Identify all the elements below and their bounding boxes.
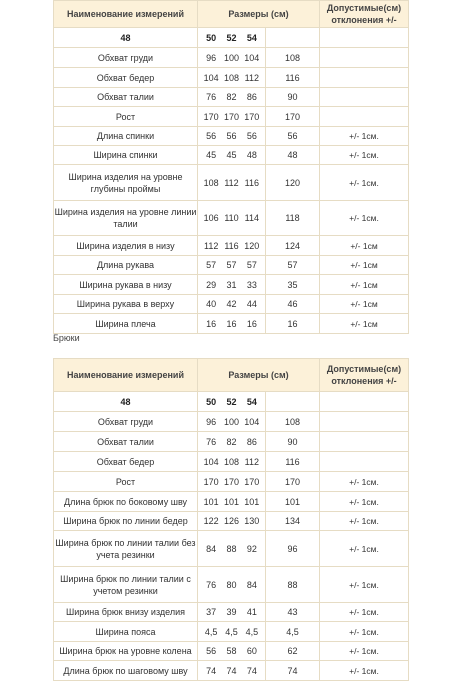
size-values bbox=[198, 256, 266, 275]
size-value: 74 bbox=[206, 665, 217, 676]
table-row bbox=[54, 201, 409, 236]
measurement-name: Ширина брюк на уровне колена bbox=[54, 642, 198, 661]
size-values bbox=[198, 107, 266, 127]
extra-size-value: 134 bbox=[266, 512, 320, 531]
size-values bbox=[198, 275, 266, 295]
measurement-name: Ширина рукава в верху bbox=[54, 295, 198, 314]
size-value: 92 bbox=[246, 543, 257, 554]
size-values bbox=[198, 48, 266, 68]
size-value: 170 bbox=[223, 111, 239, 122]
measurement-name: Ширина брюк по линии бедер bbox=[54, 512, 198, 531]
size-values bbox=[198, 531, 266, 567]
size-value: 108 bbox=[223, 456, 239, 467]
size-values bbox=[198, 661, 266, 681]
extra-size-value: 48 bbox=[266, 146, 320, 165]
size-values bbox=[198, 432, 266, 452]
size-value: 116 bbox=[244, 177, 259, 188]
size-value: 4,5 bbox=[204, 626, 218, 637]
table-row bbox=[54, 48, 409, 68]
size-value: 104 bbox=[244, 416, 260, 427]
size-value: 4,5 bbox=[225, 626, 238, 637]
size-value: 122 bbox=[203, 516, 219, 526]
size-value: 130 bbox=[244, 516, 260, 526]
extra-size-value: 116 bbox=[266, 452, 320, 472]
deviation-value: +/- 1см. bbox=[320, 622, 409, 642]
size-values bbox=[198, 68, 266, 88]
size-value: 86 bbox=[246, 92, 257, 102]
size-value: 39 bbox=[226, 607, 237, 617]
size-value: 48 bbox=[246, 150, 257, 160]
size-value: 37 bbox=[206, 607, 217, 617]
size-values bbox=[198, 165, 266, 201]
size-values bbox=[198, 146, 266, 165]
deviation-value bbox=[320, 88, 409, 107]
extra-size-value: 124 bbox=[266, 236, 320, 256]
trousers-caption: Брюки bbox=[53, 333, 80, 343]
deviation-value bbox=[320, 28, 409, 48]
measurement-name: Обхват талии bbox=[54, 88, 198, 107]
size-values bbox=[198, 622, 266, 642]
size-value: 76 bbox=[206, 579, 217, 590]
deviation-value: +/- 1см. bbox=[320, 512, 409, 531]
measurement-name: Ширина пояса bbox=[54, 622, 198, 642]
measurement-name: Обхват талии bbox=[54, 432, 198, 452]
extra-size-value: 90 bbox=[266, 432, 320, 452]
deviation-value bbox=[320, 107, 409, 127]
size-value: 41 bbox=[246, 607, 257, 617]
size-value: 45 bbox=[226, 150, 237, 160]
measurement-name: Обхват груди bbox=[54, 48, 198, 68]
table-row bbox=[54, 452, 409, 472]
deviation-value bbox=[320, 392, 409, 412]
extra-size-value: 101 bbox=[266, 492, 320, 512]
size-value: 108 bbox=[203, 177, 219, 188]
size-value: 84 bbox=[206, 543, 217, 554]
table-row bbox=[54, 146, 409, 165]
size-value: 50 bbox=[206, 396, 217, 407]
size-value: 56 bbox=[246, 131, 257, 141]
size-value: 16 bbox=[246, 318, 257, 329]
table-row bbox=[54, 256, 409, 275]
extra-size-value: 116 bbox=[266, 68, 320, 88]
size-value: 100 bbox=[223, 52, 239, 63]
size-value: 112 bbox=[244, 456, 259, 467]
size-values bbox=[198, 412, 266, 432]
size-value: 52 bbox=[226, 32, 237, 43]
table-row bbox=[54, 165, 409, 201]
deviation-header: Допустимые(см) отклонения +/- bbox=[320, 359, 409, 392]
table-row bbox=[54, 88, 409, 107]
size-header-row bbox=[54, 392, 409, 412]
table-row bbox=[54, 472, 409, 492]
size-value: 170 bbox=[223, 476, 239, 487]
size-value: 170 bbox=[203, 476, 219, 487]
size-value: 82 bbox=[226, 436, 237, 447]
size-value: 56 bbox=[206, 131, 217, 141]
measurement-name: Длина брюк по боковому шву bbox=[54, 492, 198, 512]
size-value: 112 bbox=[244, 72, 259, 83]
deviation-value: +/- 1см. bbox=[320, 472, 409, 492]
size-value: 101 bbox=[203, 496, 219, 507]
size-value: 57 bbox=[206, 260, 217, 270]
deviation-value: +/- 1см. bbox=[320, 201, 409, 236]
deviation-value: +/- 1см bbox=[320, 256, 409, 275]
size-value: 50 bbox=[206, 32, 217, 43]
size-value: 31 bbox=[226, 279, 237, 290]
size-value: 86 bbox=[246, 436, 257, 447]
deviation-value: +/- 1см. bbox=[320, 531, 409, 567]
extra-size-value bbox=[266, 392, 320, 412]
sizes-header: Размеры (см) bbox=[198, 1, 320, 28]
size-values bbox=[198, 127, 266, 146]
extra-size-value: 16 bbox=[266, 314, 320, 334]
size-values bbox=[198, 472, 266, 492]
table-row bbox=[54, 492, 409, 512]
measurement-name-header: Наименование измерений bbox=[54, 359, 198, 392]
extra-size-value: 108 bbox=[266, 48, 320, 68]
size-values bbox=[198, 201, 266, 236]
measurement-name: Обхват бедер bbox=[54, 452, 198, 472]
jacket-size-table bbox=[53, 0, 409, 334]
extra-size-value: 43 bbox=[266, 603, 320, 622]
size-value: 33 bbox=[246, 279, 257, 290]
table-row bbox=[54, 314, 409, 334]
size-values bbox=[198, 452, 266, 472]
size-value: 56 bbox=[206, 646, 217, 656]
deviation-value: +/- 1см bbox=[320, 314, 409, 334]
measurement-name: Ширина спинки bbox=[54, 146, 198, 165]
table-row bbox=[54, 567, 409, 603]
extra-size-value: 170 bbox=[266, 107, 320, 127]
size-value: 80 bbox=[226, 579, 237, 590]
extra-size-value: 62 bbox=[266, 642, 320, 661]
deviation-value: +/- 1см bbox=[320, 236, 409, 256]
measurement-name: Длина брюк по шаговому шву bbox=[54, 661, 198, 681]
size-value: 170 bbox=[244, 476, 260, 487]
size-values bbox=[198, 295, 266, 314]
measurement-name-header: Наименование измерений bbox=[54, 1, 198, 28]
size-value: 104 bbox=[203, 72, 219, 83]
size-values bbox=[198, 512, 266, 531]
size-value: 82 bbox=[226, 92, 237, 102]
deviation-value: +/- 1см. bbox=[320, 146, 409, 165]
size-value: 106 bbox=[203, 213, 219, 223]
size-values bbox=[198, 314, 266, 334]
size-value: 76 bbox=[206, 436, 217, 447]
size-value: 29 bbox=[206, 279, 217, 290]
size-value: 74 bbox=[226, 665, 237, 676]
extra-size-value: 88 bbox=[266, 567, 320, 603]
size-value: 104 bbox=[203, 456, 219, 467]
size-values bbox=[198, 603, 266, 622]
measurement-name: Рост bbox=[54, 107, 198, 127]
extra-size-value: 96 bbox=[266, 531, 320, 567]
measurement-name: 48 bbox=[54, 28, 198, 48]
size-value: 101 bbox=[223, 496, 239, 507]
deviation-value bbox=[320, 68, 409, 88]
measurement-name: Рост bbox=[54, 472, 198, 492]
size-value: 42 bbox=[226, 299, 237, 309]
measurement-name: Ширина брюк по линии талии без учета резинки bbox=[54, 531, 198, 567]
size-values bbox=[198, 88, 266, 107]
size-value: 108 bbox=[223, 72, 239, 83]
measurement-name: 48 bbox=[54, 392, 198, 412]
deviation-value: +/- 1см. bbox=[320, 165, 409, 201]
measurement-name: Ширина плеча bbox=[54, 314, 198, 334]
extra-size-value: 46 bbox=[266, 295, 320, 314]
deviation-value bbox=[320, 48, 409, 68]
measurement-name: Ширина брюк по линии талии с учетом резинки bbox=[54, 567, 198, 603]
extra-size-value: 90 bbox=[266, 88, 320, 107]
table-row bbox=[54, 531, 409, 567]
size-value: 110 bbox=[224, 213, 239, 223]
size-value: 126 bbox=[223, 516, 239, 526]
table-row bbox=[54, 275, 409, 295]
sizes-header: Размеры (см) bbox=[198, 359, 320, 392]
deviation-value: +/- 1см. bbox=[320, 603, 409, 622]
extra-size-value bbox=[266, 28, 320, 48]
deviation-value: +/- 1см. bbox=[320, 127, 409, 146]
measurement-name: Обхват бедер bbox=[54, 68, 198, 88]
size-values bbox=[198, 392, 266, 412]
extra-size-value: 74 bbox=[266, 661, 320, 681]
table-row bbox=[54, 512, 409, 531]
deviation-header: Допустимые(см) отклонения +/- bbox=[320, 1, 409, 28]
deviation-value: +/- 1см bbox=[320, 275, 409, 295]
extra-size-value: 56 bbox=[266, 127, 320, 146]
extra-size-value: 108 bbox=[266, 412, 320, 432]
measurement-name: Длина спинки bbox=[54, 127, 198, 146]
size-value: 100 bbox=[223, 416, 239, 427]
deviation-value: +/- 1см. bbox=[320, 567, 409, 603]
size-value: 45 bbox=[206, 150, 217, 160]
table-row bbox=[54, 661, 409, 681]
size-value: 56 bbox=[226, 131, 237, 141]
size-value: 54 bbox=[246, 32, 257, 43]
deviation-value: +/- 1см bbox=[320, 295, 409, 314]
size-values bbox=[198, 642, 266, 661]
size-value: 16 bbox=[206, 318, 217, 329]
measurement-name: Ширина рукава в низу bbox=[54, 275, 198, 295]
table-row bbox=[54, 295, 409, 314]
deviation-value: +/- 1см. bbox=[320, 492, 409, 512]
deviation-value bbox=[320, 412, 409, 432]
deviation-value: +/- 1см. bbox=[320, 642, 409, 661]
table-row bbox=[54, 432, 409, 452]
size-value: 54 bbox=[246, 396, 257, 407]
size-values bbox=[198, 492, 266, 512]
table-row bbox=[54, 68, 409, 88]
extra-size-value: 118 bbox=[266, 201, 320, 236]
table-body bbox=[54, 392, 409, 681]
size-value: 60 bbox=[246, 646, 257, 656]
size-value: 76 bbox=[206, 92, 217, 102]
measurement-name: Обхват груди bbox=[54, 412, 198, 432]
table-row bbox=[54, 127, 409, 146]
table-row bbox=[54, 603, 409, 622]
size-value: 58 bbox=[226, 646, 237, 656]
size-value: 112 bbox=[224, 177, 239, 188]
measurement-name: Длина рукава bbox=[54, 256, 198, 275]
size-value: 4,5 bbox=[245, 626, 259, 637]
size-value: 40 bbox=[206, 299, 217, 309]
size-value: 88 bbox=[226, 543, 237, 554]
measurement-name: Ширина брюк внизу изделия bbox=[54, 603, 198, 622]
size-value: 16 bbox=[226, 318, 237, 329]
extra-size-value: 4,5 bbox=[266, 622, 320, 642]
size-value: 116 bbox=[224, 240, 239, 251]
extra-size-value: 35 bbox=[266, 275, 320, 295]
measurement-name: Ширина изделия на уровне глубины проймы bbox=[54, 165, 198, 201]
trousers-size-table bbox=[53, 358, 409, 681]
size-value: 170 bbox=[203, 111, 219, 122]
measurement-name: Ширина изделия на уровне линии талии bbox=[54, 201, 198, 236]
size-value: 52 bbox=[226, 396, 237, 407]
extra-size-value: 57 bbox=[266, 256, 320, 275]
size-header-row bbox=[54, 28, 409, 48]
size-values bbox=[198, 567, 266, 603]
table-row bbox=[54, 622, 409, 642]
table-row bbox=[54, 236, 409, 256]
size-value: 104 bbox=[244, 52, 260, 63]
deviation-value bbox=[320, 452, 409, 472]
deviation-value bbox=[320, 432, 409, 452]
size-value: 101 bbox=[244, 496, 260, 507]
extra-size-value: 120 bbox=[266, 165, 320, 201]
size-value: 96 bbox=[206, 416, 217, 427]
size-value: 112 bbox=[203, 240, 219, 251]
size-value: 57 bbox=[246, 260, 257, 270]
table-row bbox=[54, 642, 409, 661]
size-value: 74 bbox=[246, 665, 257, 676]
size-values bbox=[198, 236, 266, 256]
table-row bbox=[54, 412, 409, 432]
size-value: 44 bbox=[246, 299, 257, 309]
size-value: 96 bbox=[206, 52, 217, 63]
size-value: 120 bbox=[244, 240, 260, 251]
table-row bbox=[54, 107, 409, 127]
measurement-name: Ширина изделия в низу bbox=[54, 236, 198, 256]
size-value: 84 bbox=[246, 579, 257, 590]
size-values bbox=[198, 28, 266, 48]
size-value: 114 bbox=[244, 213, 259, 223]
extra-size-value: 170 bbox=[266, 472, 320, 492]
size-value: 57 bbox=[226, 260, 237, 270]
size-value: 170 bbox=[244, 111, 260, 122]
table-body bbox=[54, 28, 409, 334]
deviation-value: +/- 1см. bbox=[320, 661, 409, 681]
